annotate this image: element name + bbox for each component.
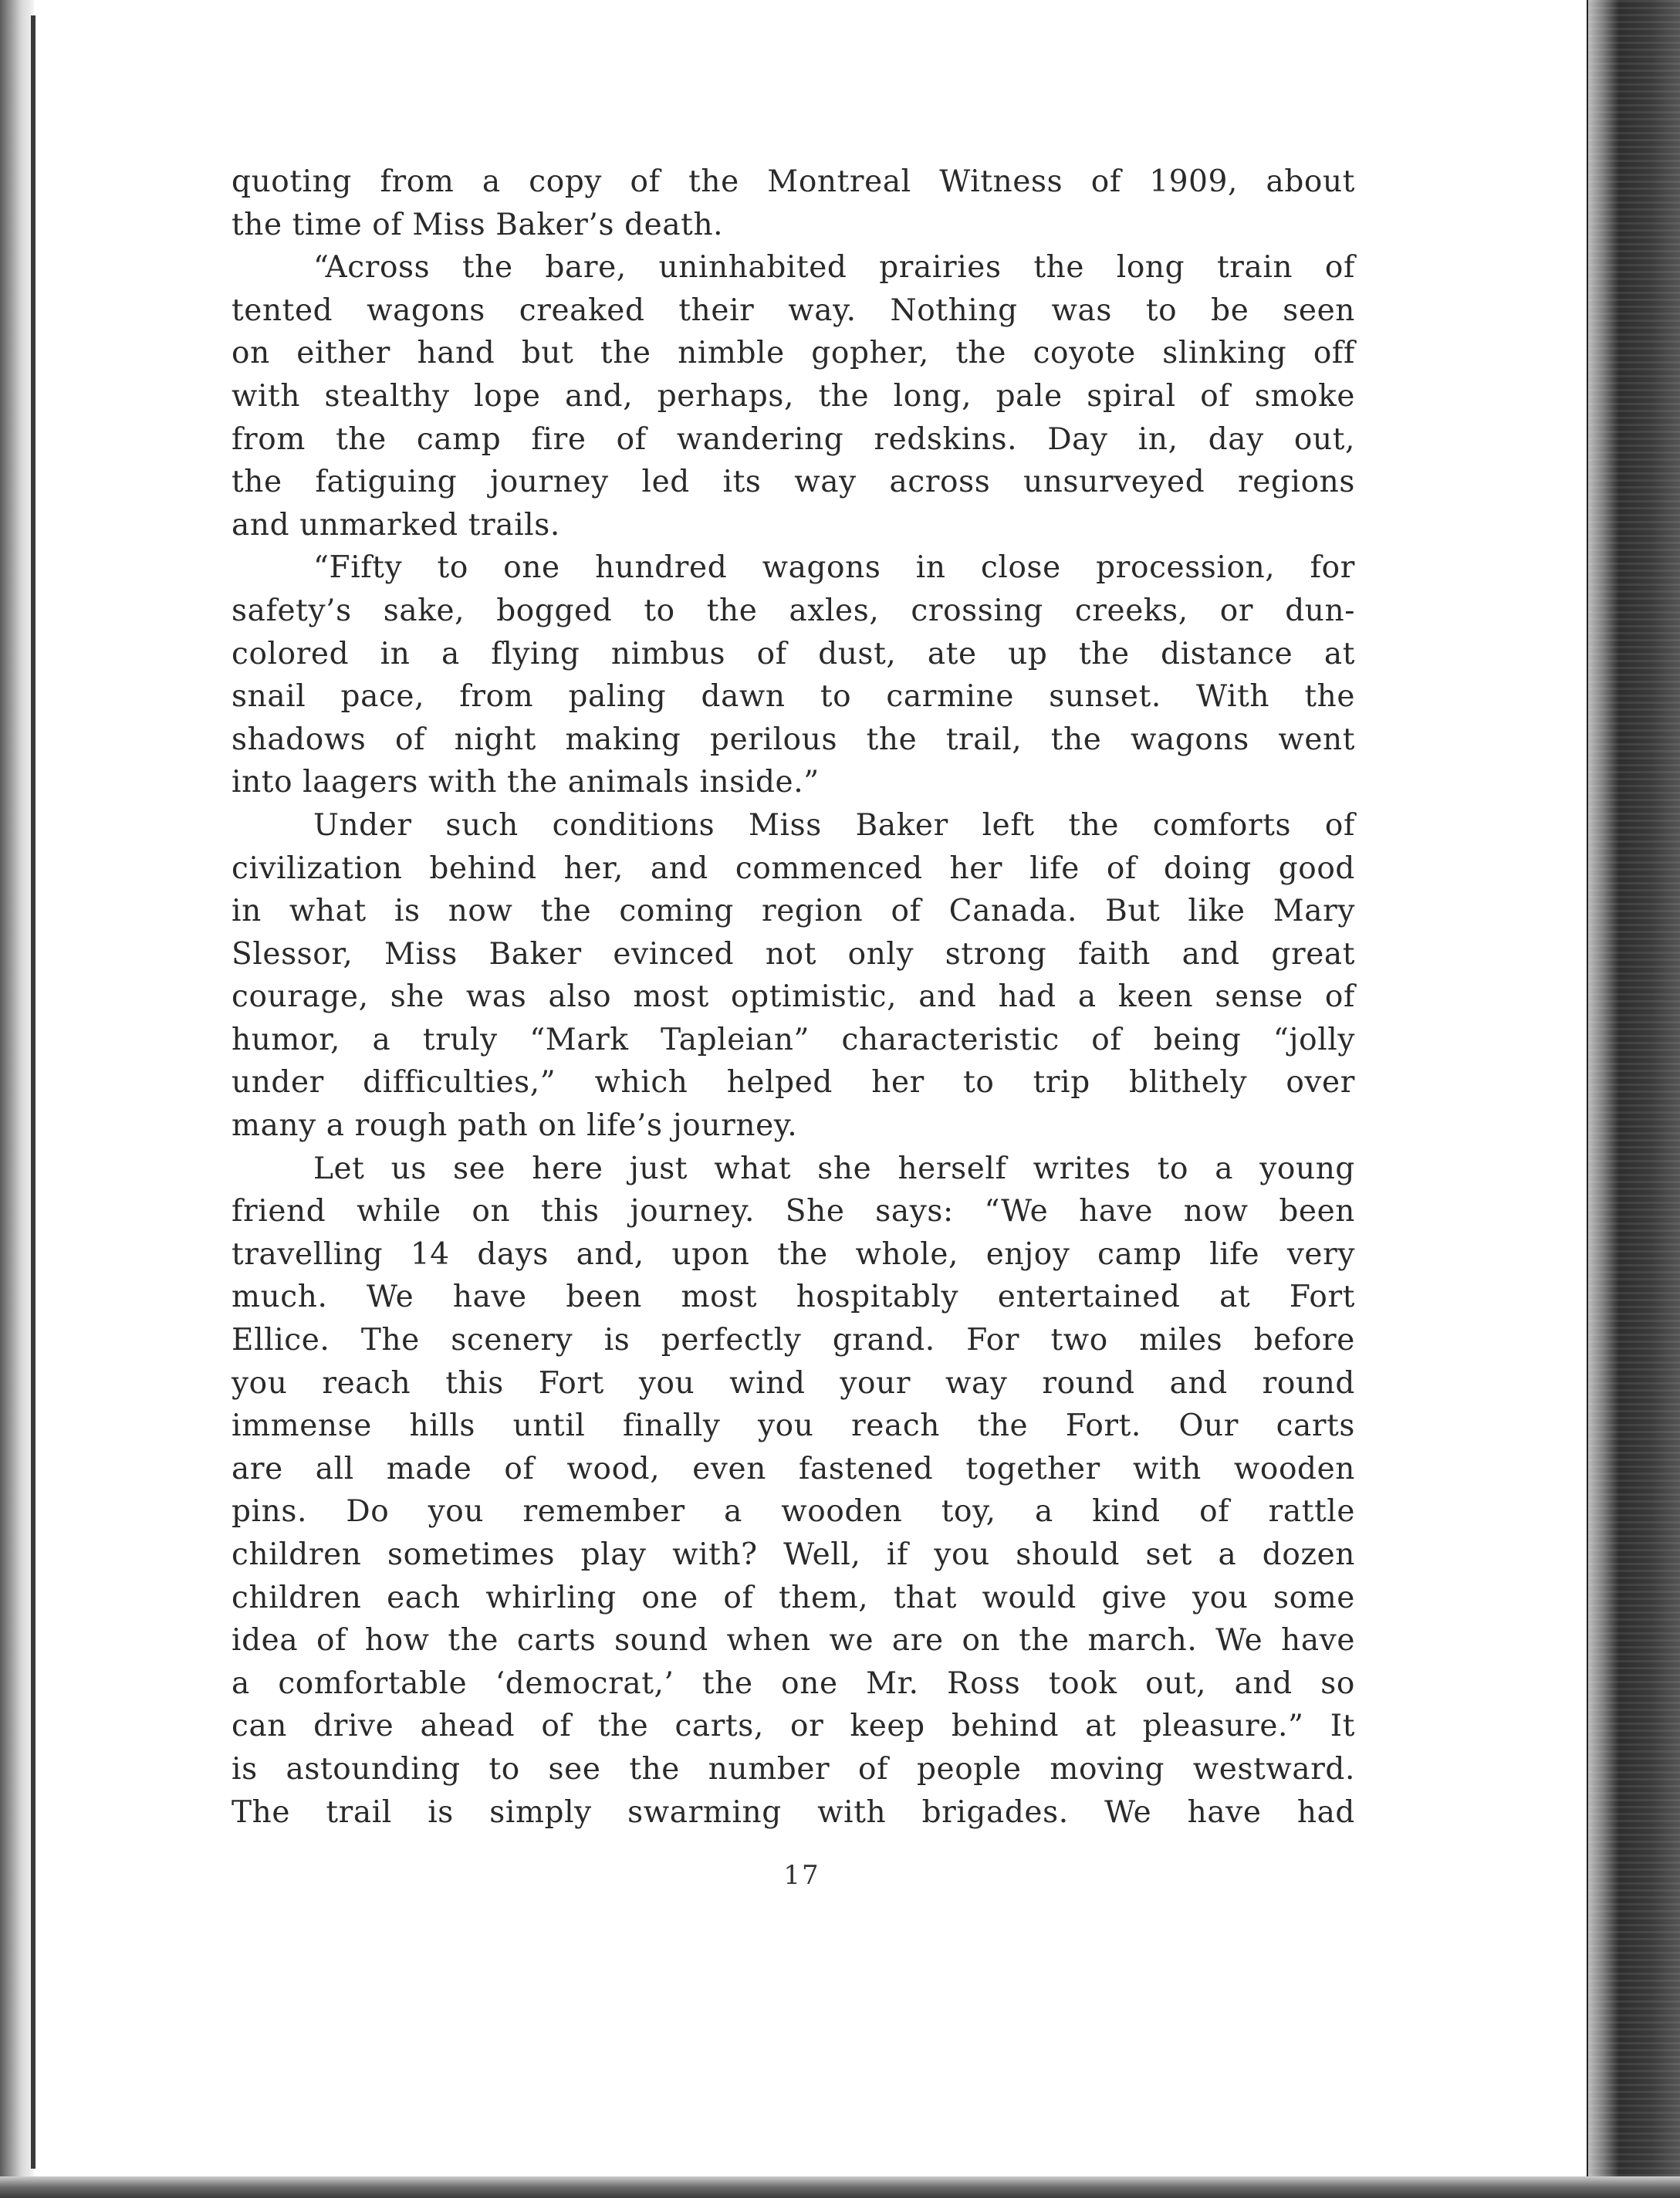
text-line: pins. Do you remember a wooden toy, a kind of rattle bbox=[232, 1494, 1355, 1530]
text-line: a comfortable ‘democrat,’ the one Mr. Ross took out, and so bbox=[232, 1665, 1355, 1701]
text-line: much. We have been most hospitably entertained at Fort bbox=[232, 1280, 1355, 1315]
text-line: Ellice. The scenery is perfectly grand. For two miles before bbox=[232, 1323, 1355, 1358]
text-line: the fatiguing journey led its way across unsurveyed regions bbox=[232, 465, 1355, 500]
text-line: snail pace, from paling dawn to carmine sunset. With the bbox=[232, 679, 1355, 715]
text-line: “Across the bare, uninhabited prairies the long train of bbox=[313, 250, 1355, 286]
text-line: courage, she was also most optimistic, and had a keen sense of bbox=[232, 979, 1355, 1015]
text-line: the time of Miss Baker’s death. bbox=[232, 207, 724, 242]
text-line: The trail is simply swarming with brigades. We have had bbox=[232, 1794, 1355, 1830]
text-line: quoting from a copy of the Montreal Witness of 1909, about bbox=[232, 164, 1355, 199]
text-line: immense hills until finally you reach the Fort. Our carts bbox=[232, 1408, 1355, 1444]
text-line: is astounding to see the number of people moving westward. bbox=[232, 1751, 1355, 1787]
text-line: can drive ahead of the carts, or keep behind at pleasure.” It bbox=[232, 1709, 1355, 1744]
text-line: children sometimes play with? Well, if you should set a dozen bbox=[232, 1537, 1355, 1572]
text-line: Let us see here just what she herself writes to a young bbox=[313, 1151, 1355, 1186]
text-line: under difficulties,” which helped her to trip blithely over bbox=[232, 1065, 1355, 1101]
scan-left-binding-line bbox=[31, 15, 35, 2169]
text-line: on either hand but the nimble gopher, the coyote slinking off bbox=[232, 336, 1355, 371]
text-line: into laagers with the animals inside.” bbox=[232, 765, 820, 800]
text-line: friend while on this journey. She says: “We have now been bbox=[232, 1194, 1355, 1229]
text-line: safety’s sake, bogged to the axles, crossing creeks, or dun- bbox=[232, 593, 1355, 628]
text-line: humor, a truly “Mark Tapleian” characteristic of being “jolly bbox=[232, 1022, 1355, 1057]
text-line: you reach this Fort you wind your way round and round bbox=[232, 1365, 1355, 1401]
text-line: shadows of night making perilous the trail, the wagons went bbox=[232, 722, 1355, 757]
page-body-text bbox=[232, 161, 1355, 1834]
text-line: “Fifty to one hundred wagons in close procession, for bbox=[313, 550, 1355, 586]
text-line: in what is now the coming region of Canada. But like Mary bbox=[232, 894, 1355, 929]
text-line: idea of how the carts sound when we are on the march. We have bbox=[232, 1623, 1355, 1659]
text-line: Under such conditions Miss Baker left the comforts of bbox=[313, 807, 1355, 843]
text-line: from the camp fire of wandering redskins. Day in, day out, bbox=[232, 421, 1355, 457]
text-line: and unmarked trails. bbox=[232, 507, 560, 543]
scan-bottom-margin bbox=[0, 2176, 1680, 2198]
text-line: colored in a flying nimbus of dust, ate up the distance at bbox=[232, 636, 1355, 671]
text-line: tented wagons creaked their way. Nothing was to be seen bbox=[232, 293, 1355, 328]
text-line: civilization behind her, and commenced her life of doing good bbox=[232, 850, 1355, 886]
text-line: with stealthy lope and, perhaps, the long, pale spiral of smoke bbox=[232, 378, 1355, 414]
text-line: many a rough path on life’s journey. bbox=[232, 1108, 798, 1144]
text-line: children each whirling one of them, that would give you some bbox=[232, 1580, 1355, 1615]
page-number: 17 bbox=[783, 1860, 820, 1891]
text-line: travelling 14 days and, upon the whole, enjoy camp life very bbox=[232, 1236, 1355, 1272]
text-line: are all made of wood, even fastened together with wooden bbox=[232, 1451, 1355, 1486]
text-line: Slessor, Miss Baker evinced not only strong faith and great bbox=[232, 936, 1355, 972]
